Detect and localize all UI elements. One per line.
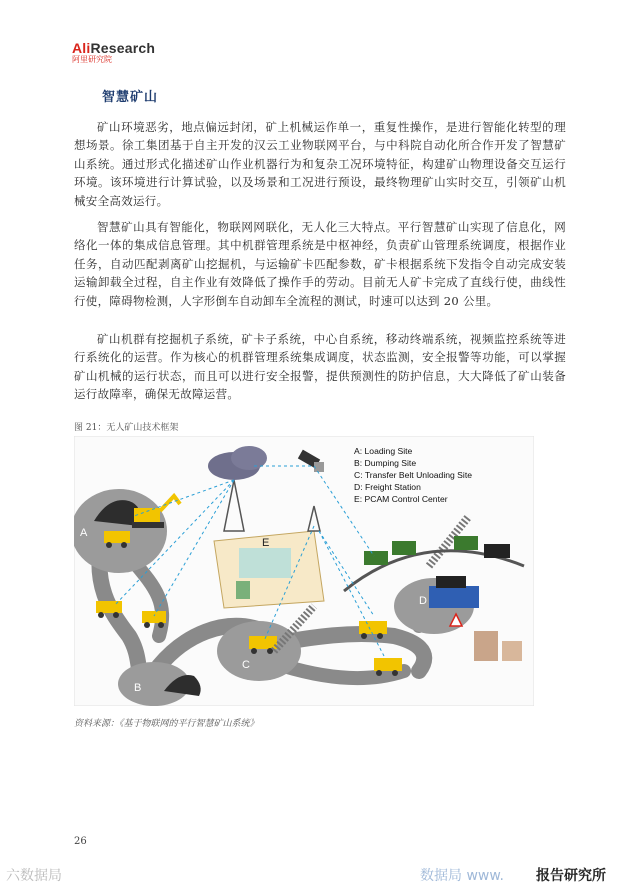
node-label-b: B	[134, 682, 142, 694]
figure-caption: 图 21：无人矿山技术框架	[74, 423, 179, 433]
paragraph-3: 矿山机群有挖掘机子系统，矿卡子系统，中心自系统，移动终端系统，视频监控系统等进行系统化的运营。作为核心的机群管理系统集成调度，状态监测，安全报警等功能，可以掌握矿山机械的运行状态，而且可以进行安全报警，提供预测性的防护信息，大大降低了矿山装备运行故障率，确保无故障运营。	[74, 332, 566, 402]
legend-item-d: D: Freight Station	[354, 482, 421, 492]
logo-ali: Ali	[72, 40, 91, 56]
node-label-d: D	[419, 595, 427, 607]
watermark-brand: 报告研究所	[536, 868, 606, 884]
logo-subtitle: 阿里研究院	[72, 55, 112, 64]
legend-item-c: C: Transfer Belt Unloading Site	[354, 470, 472, 480]
watermark-site: 数据局 www.	[420, 868, 504, 884]
legend-item-a: A: Loading Site	[354, 446, 413, 456]
node-label-e: E	[262, 537, 270, 549]
node-label-a: A	[80, 527, 88, 539]
mine-framework-figure	[74, 436, 534, 706]
section-title: 智慧矿山	[102, 90, 159, 105]
watermark-left: 六数据局	[6, 868, 62, 884]
legend-item-e: E: PCAM Control Center	[354, 494, 448, 504]
paragraph-2: 智慧矿山具有智能化，物联网网联化，无人化三大特点。平行智慧矿山实现了信息化，网络化一体的集成信息管理。其中机群管理系统是中枢神经，负责矿山管理系统调度，根据作业任务，自动匹配剥离矿山挖掘机，与运输矿卡匹配参数，矿卡根据系统下发指令自动完成安装运输卸载全过程，自主作业有效降低了操作手的劳动。目前无人矿卡完成了直线行使，曲线性行使，障碍物检测，人字形倒车自动卸车全流程的测试，时速可以达到 20 公里。	[74, 220, 566, 308]
legend-item-b: B: Dumping Site	[354, 458, 417, 468]
server-rack-icon	[236, 581, 250, 599]
logo-research: Research	[90, 40, 156, 56]
paragraph-1: 矿山环境恶劣，地点偏远封闭，矿上机械运作单一，重复性操作，是进行智能化转型的理想场景。徐工集团基于自主开发的汉云工业物联网平台，与中科院自动化所合作开发了智慧矿山系统。通过形式化描述矿山作业机器行为和复杂工况环境特征，构建矿山物理设备交互运行环境。该环境进行计算试验，以及场景和工况进行预设，最终物理矿山实时交互，引领矿山机械安全高效运行。	[74, 120, 566, 208]
page-number: 26	[74, 836, 87, 847]
node-label-c: C	[242, 659, 250, 671]
monitor-wall-icon	[239, 548, 291, 578]
aliresearch-logo	[72, 40, 155, 65]
figure-source: 资料来源：《基于物联网的平行智慧矿山系统》	[74, 719, 259, 729]
